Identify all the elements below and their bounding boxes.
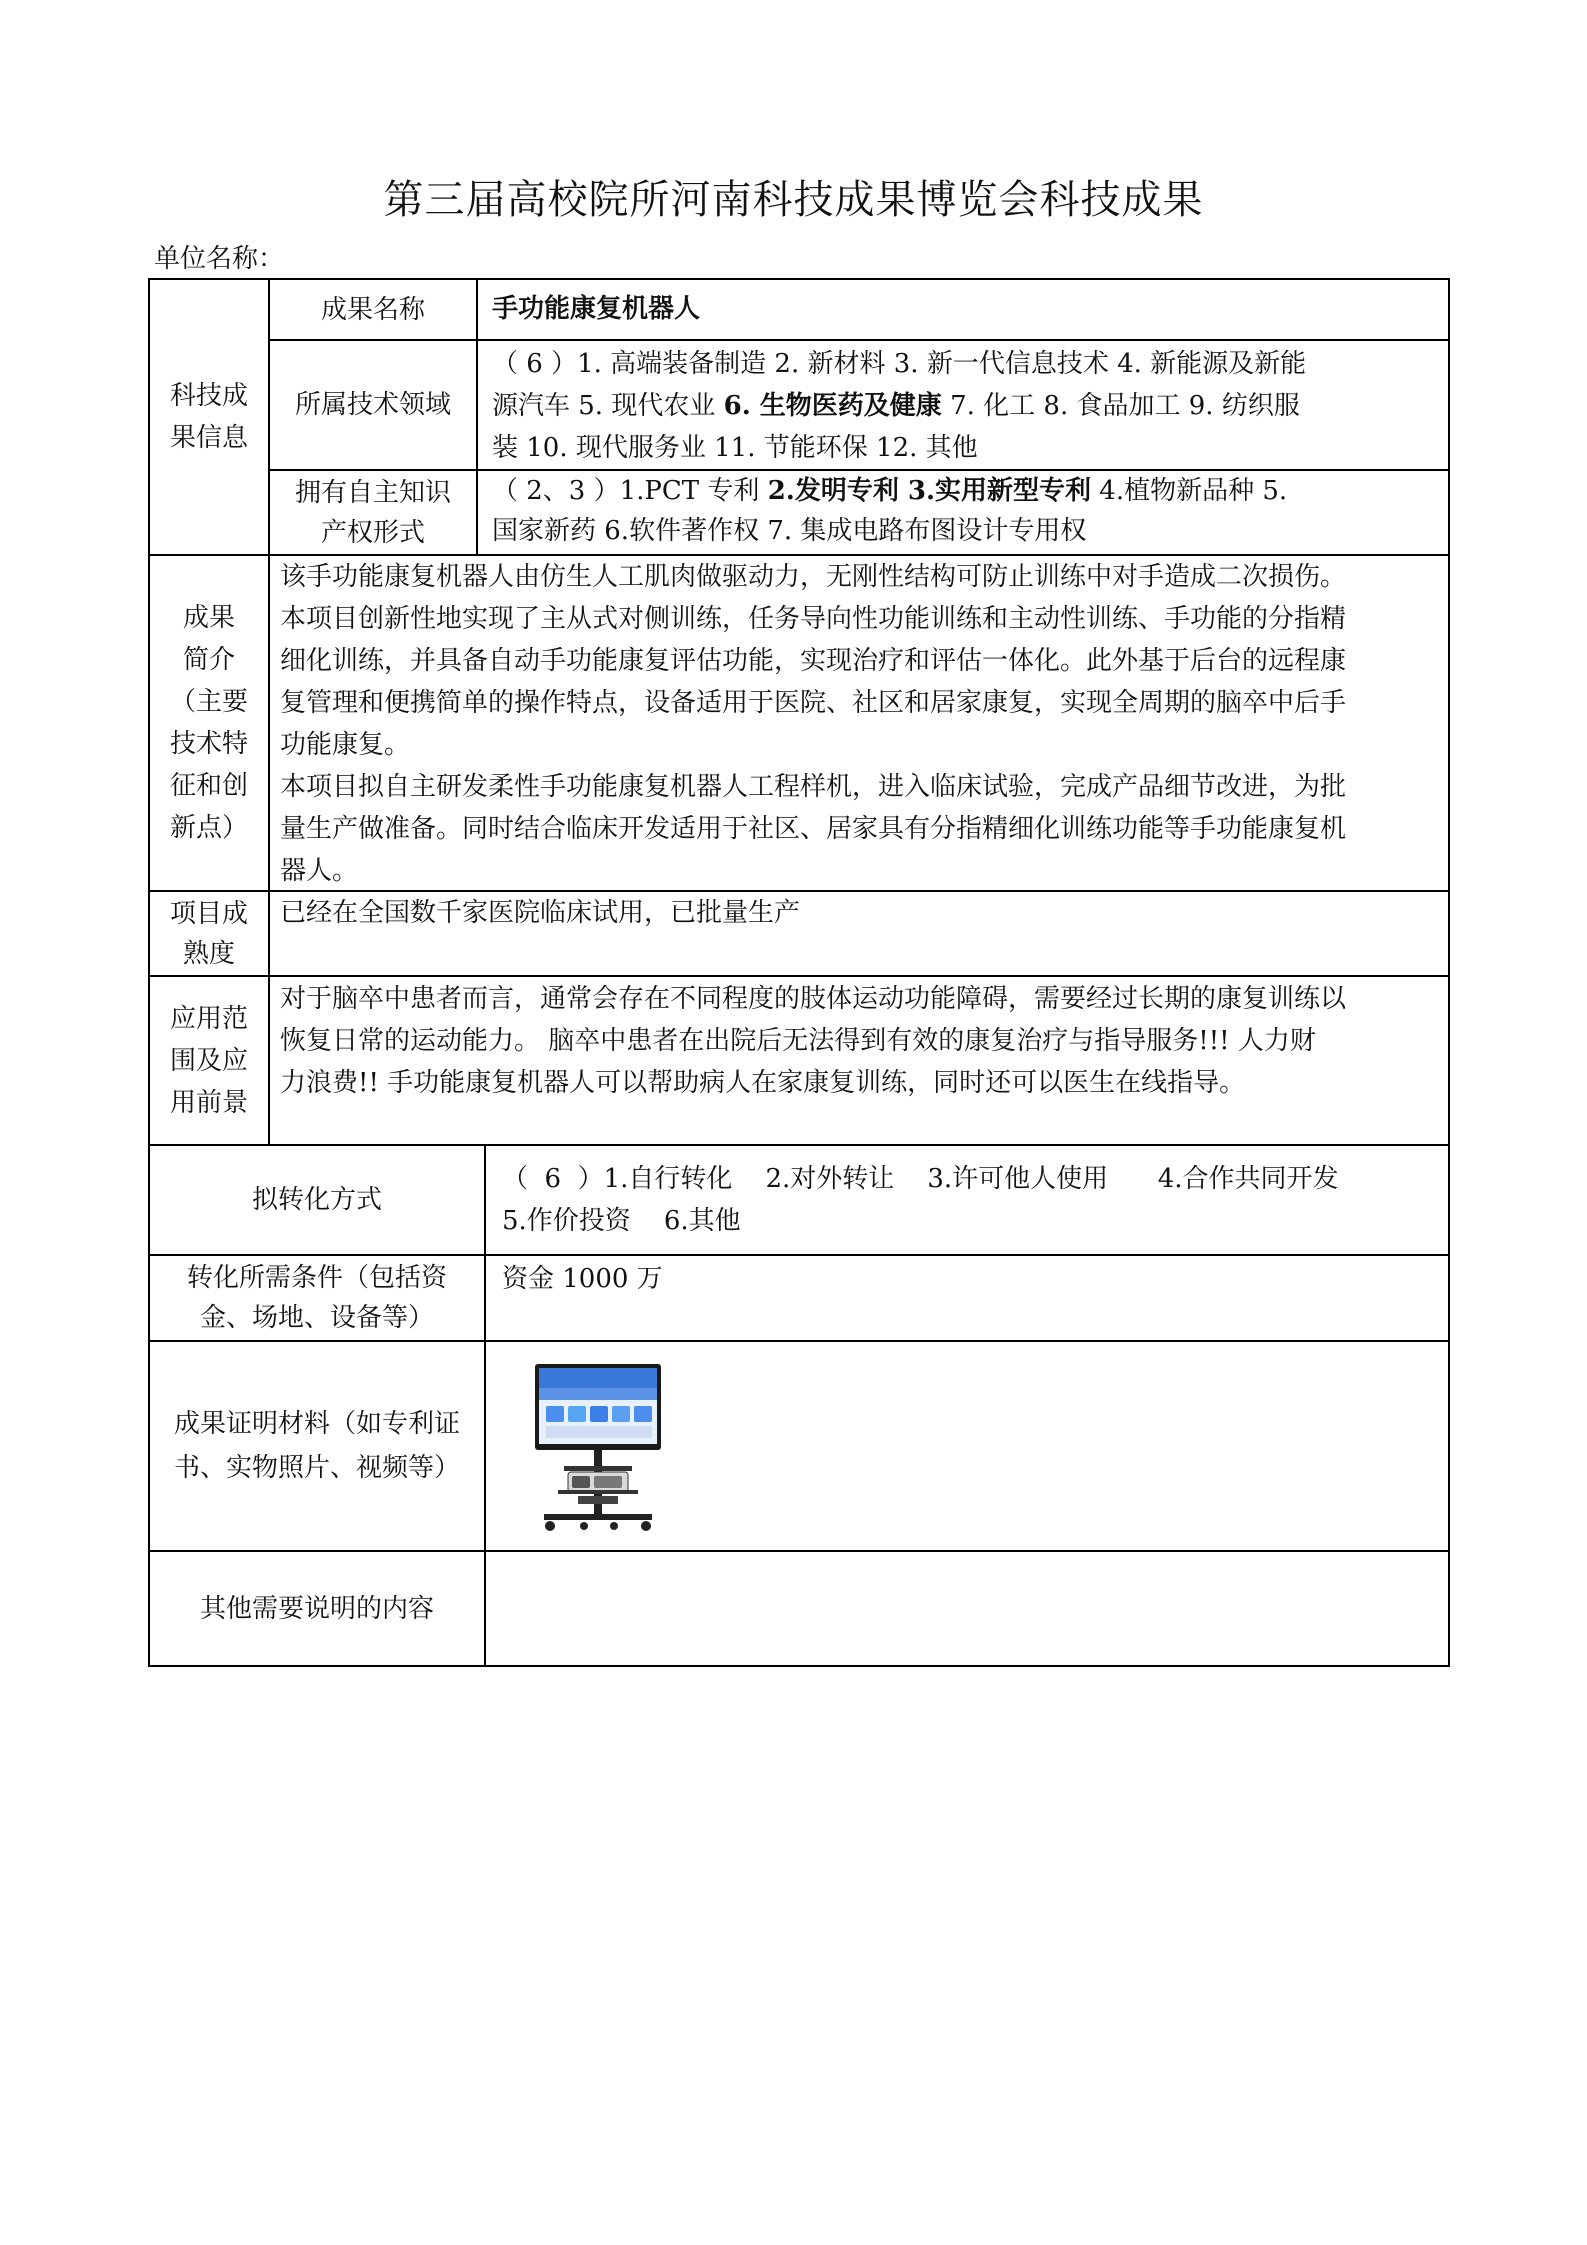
ip-form-line1-c: 4.植物新品种 5. bbox=[1091, 476, 1288, 506]
section-info-label-line1: 科技成 bbox=[169, 381, 248, 411]
summary-label-line: （主要 bbox=[169, 687, 248, 717]
ip-form-label-line1: 拥有自主知识 bbox=[294, 477, 451, 508]
other-notes-label: 其他需要说明的内容 bbox=[199, 1593, 434, 1624]
application-label-line: 应用范 bbox=[169, 1003, 248, 1034]
rehab-robot-device-image bbox=[534, 1362, 662, 1534]
section-info-label-line2: 果信息 bbox=[169, 423, 248, 453]
maturity-label-line2: 熟度 bbox=[182, 938, 235, 969]
summary-label-line: 征和创 bbox=[169, 771, 248, 801]
summary-line: 本项目创新性地实现了主从式对侧训练，任务导向性功能训练和主动性训练、手功能的分指精 bbox=[280, 604, 1347, 634]
conditions-value: 资金 1000 万 bbox=[502, 1264, 663, 1294]
achievement-name-label: 成果名称 bbox=[320, 294, 425, 325]
tech-field-line2-c: 7. 化工 8. 食品加工 9. 纺织服 bbox=[941, 391, 1300, 421]
application-line: 力浪费!! 手功能康复机器人可以帮助病人在家康复训练，同时还可以医生在线指导。 bbox=[280, 1068, 1246, 1098]
tech-field-line1: （ 6 ）1. 高端装备制造 2. 新材料 3. 新一代信息技术 4. 新能源及新能 bbox=[492, 349, 1307, 379]
summary-line: 复管理和便携简单的操作特点，设备适用于医院、社区和居家康复，实现全周期的脑卒中后手 bbox=[280, 688, 1347, 718]
application-text bbox=[280, 978, 1445, 1104]
ip-form-label bbox=[270, 471, 476, 554]
application-label-line: 用前景 bbox=[169, 1087, 248, 1118]
transfer-line2: 5.作价投资 6.其他 bbox=[502, 1206, 741, 1236]
tech-field-line2 bbox=[492, 385, 1442, 427]
summary-line: 细化训练，并具备自动手功能康复评估功能，实现治疗和评估一体化。此外基于后台的远程康 bbox=[280, 646, 1347, 676]
conditions-label-line1: 转化所需条件（包括资 bbox=[186, 1263, 447, 1293]
ip-form-line1-a: （ 2、3 ）1.PCT 专利 bbox=[492, 476, 768, 506]
ip-form-line1 bbox=[492, 471, 1442, 511]
conditions-label-line2: 金、场地、设备等） bbox=[199, 1303, 434, 1333]
summary-line: 该手功能康复机器人由仿生人工肌肉做驱动力，无刚性结构可防止训练中对手造成二次损伤。 bbox=[280, 562, 1347, 592]
summary-label-line: 新点） bbox=[169, 813, 248, 843]
summary-line: 本项目拟自主研发柔性手功能康复机器人工程样机，进入临床试验，完成产品细节改进，为批 bbox=[280, 772, 1347, 802]
page-title: 第三届高校院所河南科技成果博览会科技成果 bbox=[383, 177, 1204, 223]
tech-field-label: 所属技术领域 bbox=[294, 390, 451, 420]
tech-field-line2-a: 源汽车 5. 现代农业 bbox=[492, 391, 724, 421]
summary-text bbox=[280, 556, 1445, 890]
proof-label-line1: 成果证明材料（如专利证 bbox=[173, 1409, 460, 1439]
maturity-label-line1: 项目成 bbox=[169, 898, 248, 929]
ip-form-selected: 2.发明专利 3.实用新型专利 bbox=[767, 476, 1092, 506]
summary-line: 量生产做准备。同时结合临床开发适用于社区、居家具有分指精细化训练功能等手功能康复机 bbox=[280, 814, 1347, 844]
summary-label-line: 成果 bbox=[182, 603, 235, 633]
transfer-method-label: 拟转化方式 bbox=[251, 1185, 382, 1215]
ip-form-line2: 国家新药 6.软件著作权 7. 集成电路布图设计专用权 bbox=[492, 516, 1087, 546]
proof-label-line2: 书、实物照片、视频等） bbox=[173, 1453, 460, 1483]
summary-label-line: 技术特 bbox=[169, 729, 248, 759]
summary-line: 器人。 bbox=[280, 856, 359, 886]
summary-label-line: 简介 bbox=[182, 645, 235, 675]
conditions-label bbox=[150, 1256, 484, 1340]
other-notes-value bbox=[486, 1552, 1448, 1665]
section-info-label bbox=[150, 280, 268, 554]
maturity-value: 已经在全国数千家医院临床试用，已批量生产 bbox=[280, 898, 801, 928]
application-label-line: 围及应 bbox=[169, 1045, 248, 1076]
achievement-name-value: 手功能康复机器人 bbox=[492, 294, 701, 324]
summary-label bbox=[150, 556, 268, 890]
tech-field-line3: 装 10. 现代服务业 11. 节能环保 12. 其他 bbox=[492, 433, 978, 463]
transfer-method-options bbox=[502, 1158, 1442, 1248]
application-line: 对于脑卒中患者而言，通常会存在不同程度的肢体运动功能障碍，需要经过长期的康复训练以 bbox=[280, 984, 1347, 1014]
transfer-line1: （ 6 ）1.自行转化 2.对外转让 3.许可他人使用 4.合作共同开发 bbox=[502, 1164, 1339, 1194]
summary-line: 功能康复。 bbox=[280, 730, 411, 760]
tech-field-selected: 6. 生物医药及健康 bbox=[723, 391, 942, 421]
ip-form-label-line2: 产权形式 bbox=[320, 517, 425, 548]
application-line: 恢复日常的运动能力。 脑卒中患者在出院后无法得到有效的康复治疗与指导服务!!! 人力财 bbox=[280, 1026, 1316, 1056]
proof-label bbox=[150, 1342, 484, 1550]
ip-form-options bbox=[492, 471, 1442, 554]
maturity-label bbox=[150, 892, 268, 975]
device-photo bbox=[534, 1362, 662, 1534]
tech-field-options bbox=[492, 343, 1442, 469]
unit-name-label: 单位名称： bbox=[154, 244, 285, 274]
application-label bbox=[150, 977, 268, 1144]
